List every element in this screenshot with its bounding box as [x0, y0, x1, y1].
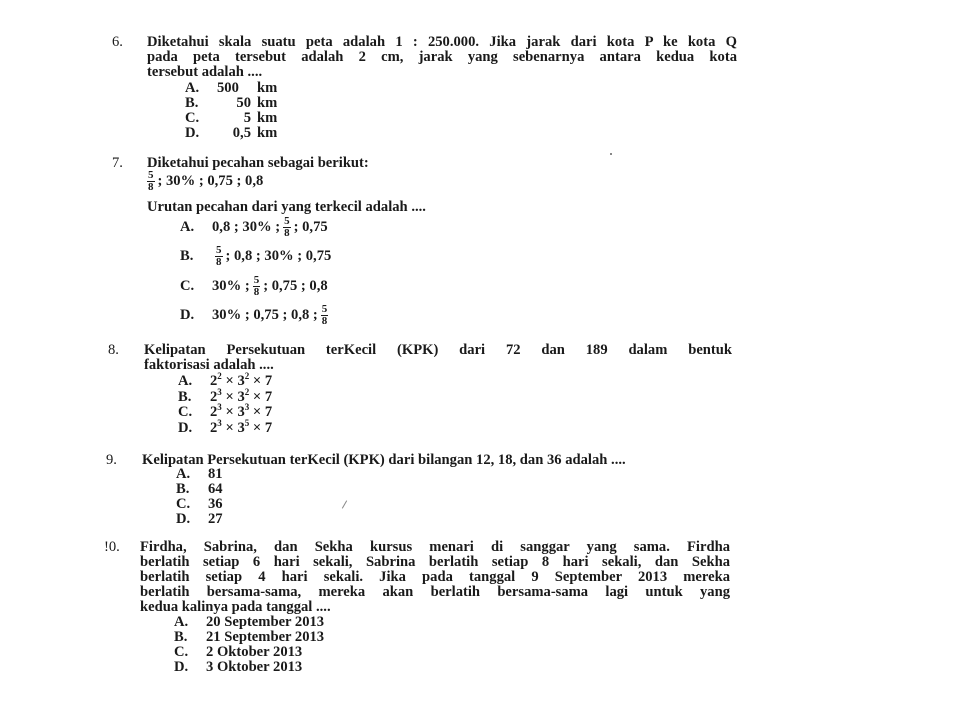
option-letter: D. — [185, 125, 200, 141]
option-d[interactable] — [176, 512, 223, 527]
option-letter: A. — [185, 80, 200, 96]
option-letter: A. — [178, 373, 193, 389]
fraction: $\frac{5}{8}$ — [253, 274, 260, 298]
option-b[interactable] — [174, 630, 324, 645]
option-value: 50 — [236, 95, 251, 111]
option-a[interactable] — [180, 216, 328, 239]
option-letter: A. — [176, 466, 191, 482]
question-stem-line: Urutan pecahan dari yang terkecil adalah .... — [147, 199, 426, 215]
question-stem-line: Kelipatan Persekutuan terKecil (KPK) dari bilangan 12, 18, dan 36 adalah .... — [142, 452, 626, 468]
question-stem-line: Diketahui pecahan sebagai berikut: — [147, 155, 369, 171]
option-value: 81 — [208, 466, 223, 482]
question-stem-line: tersebut adalah .... — [147, 64, 263, 80]
option-c[interactable]: C. $2^3 \times 3^3 \times 7$ — [178, 402, 273, 420]
option-value: 0,5 — [232, 125, 251, 141]
option-a[interactable] — [185, 81, 277, 96]
option-letter: C. — [185, 110, 200, 126]
option-letter: D. — [176, 511, 191, 527]
option-letter: A. — [180, 218, 195, 235]
option-c[interactable] — [185, 111, 277, 126]
option-letter: B. — [176, 481, 190, 497]
option-value: 5 — [243, 110, 251, 126]
question-number: 8. — [108, 342, 119, 358]
question-number: 6. — [112, 34, 123, 50]
option-letter: C. — [176, 496, 191, 512]
option-letter: A. — [174, 614, 189, 630]
option-b[interactable] — [180, 245, 331, 268]
option-b[interactable]: B. $2^3 \times 3^2 \times 7$ — [178, 387, 273, 405]
option-text: 0,8 ; 30% ; — [212, 218, 281, 235]
option-c[interactable] — [174, 645, 302, 660]
scan-mark — [610, 153, 612, 155]
question-stem-line: berlatih setiap 4 hari sekali. Jika pada tanggal 9 September 2013 mereka — [140, 569, 730, 585]
option-a[interactable] — [176, 467, 223, 482]
option-letter: C. — [174, 644, 189, 660]
question-stem-line: Diketahui skala suatu peta adalah 1 : 250.000. Jika jarak dari kota P ke kota Q — [147, 34, 737, 50]
question-stem-line: pada peta tersebut adalah 2 cm, jarak yang sebenarnya antara kedua kota — [147, 49, 737, 65]
option-letter: B. — [185, 95, 199, 111]
option-b[interactable] — [176, 482, 223, 497]
option-text: ; 0,8 ; 30% ; 0,75 — [225, 247, 332, 264]
option-d[interactable] — [180, 304, 331, 327]
option-c[interactable] — [176, 497, 223, 512]
option-unit: km — [257, 95, 278, 111]
scan-mark — [342, 500, 347, 508]
option-unit: km — [257, 125, 278, 141]
option-letter: D. — [178, 420, 193, 436]
option-d[interactable] — [185, 126, 277, 141]
option-text: ; 0,75 ; 0,8 — [263, 277, 328, 294]
question-number: 9. — [106, 452, 117, 468]
question-stem-line: berlatih setiap 6 hari sekali, Sabrina berlatih setiap 8 hari sekali, dan Sekha — [140, 554, 730, 570]
fraction: $\frac{5}{8}$ — [284, 215, 290, 239]
option-value: 2 Oktober 2013 — [206, 644, 303, 660]
option-b[interactable] — [185, 96, 277, 111]
option-d[interactable]: D. $2^3 \times 3^5 \times 7$ — [178, 418, 273, 436]
fraction: $\frac{5}{8}$ — [148, 169, 154, 193]
option-value: 64 — [208, 481, 223, 497]
option-value: 20 September 2013 — [206, 614, 325, 630]
question-stem-line: faktorisasi adalah .... — [144, 357, 274, 373]
option-letter: C. — [180, 277, 195, 294]
option-unit: km — [257, 80, 278, 96]
question-stem-line: kedua kalinya pada tanggal .... — [140, 599, 331, 615]
option-value: 21 September 2013 — [206, 629, 325, 645]
question-stem-line: Kelipatan Persekutuan terKecil (KPK) dari 72 dan 189 dalam bentuk — [144, 342, 732, 358]
option-letter: B. — [178, 389, 192, 405]
option-a[interactable]: A. $2^2 \times 3^2 \times 7$ — [178, 371, 273, 389]
option-text: ; 0,75 — [293, 218, 328, 235]
option-text: 30% ; — [212, 277, 250, 294]
option-unit: km — [257, 110, 278, 126]
option-a[interactable] — [174, 615, 324, 630]
fraction: $\frac{5}{8}$ — [216, 244, 222, 268]
option-letter: B. — [180, 247, 194, 264]
option-value: 3 Oktober 2013 — [206, 659, 303, 675]
fraction-list — [144, 170, 263, 193]
option-letter: D. — [174, 659, 189, 675]
fraction-list-rest: ; 30% ; 0,75 ; 0,8 — [157, 172, 264, 189]
option-text: 30% ; 0,75 ; 0,8 ; — [212, 306, 318, 323]
option-letter: D. — [180, 306, 195, 323]
option-value: 500 — [217, 80, 239, 96]
option-value: 27 — [208, 511, 223, 527]
option-c[interactable] — [180, 275, 328, 298]
question-stem-line: Firdha, Sabrina, dan Sekha kursus menari di sanggar yang sama. Firdha — [140, 539, 730, 555]
option-letter: B. — [174, 629, 188, 645]
question-stem-line: berlatih bersama-sama, mereka akan berlatih bersama-sama lagi untuk yang — [140, 584, 730, 600]
question-number: 7. — [112, 155, 123, 171]
option-d[interactable] — [174, 660, 302, 675]
option-value: 36 — [208, 496, 223, 512]
question-number: !0. — [104, 539, 120, 555]
option-letter: C. — [178, 404, 193, 420]
fraction: $\frac{5}{8}$ — [321, 303, 328, 327]
